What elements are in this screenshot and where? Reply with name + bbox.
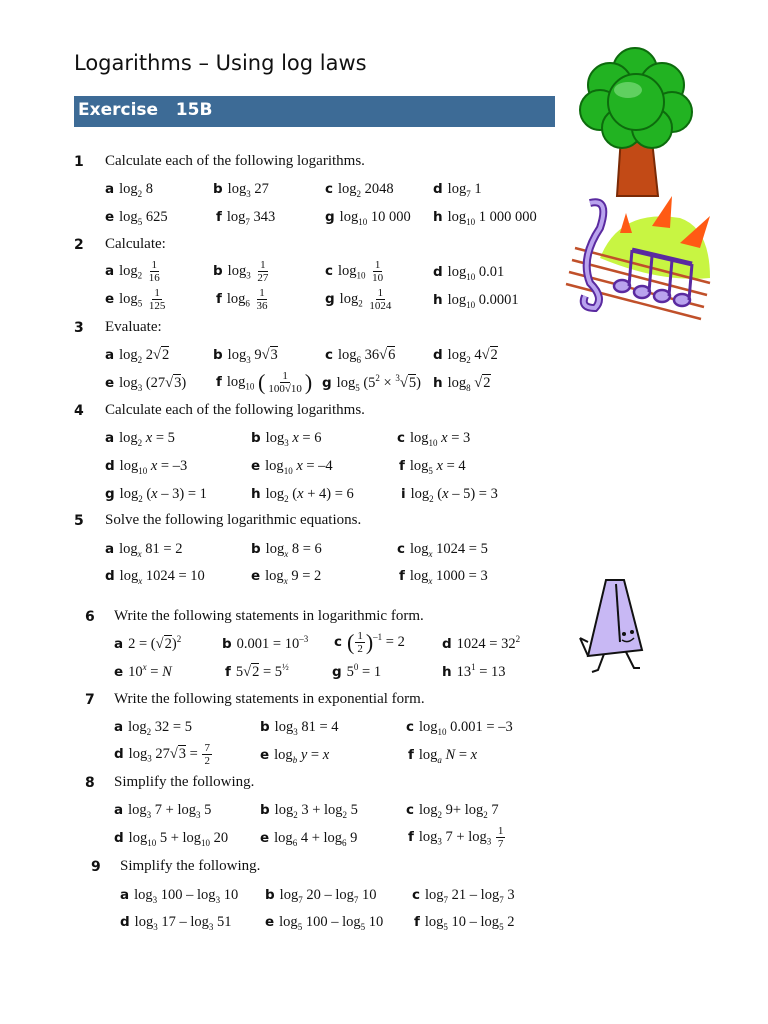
item-2d: d $\log_{10} 0.01$	[433, 264, 505, 282]
item-8f: f $\log_3 7 + \log_3$ $\frac{1}{7}$	[408, 825, 504, 850]
item-3g: g $\log_5 (5^2 \times ^3√5)$	[322, 373, 421, 393]
item-2f: f $\log_6$ $\frac{1}{36}$	[216, 287, 268, 312]
item-7b: b $\log_3 81 = 4$	[260, 719, 339, 737]
question-text: Simplify the following.	[114, 774, 255, 790]
item-1e: e $\log_5 625$	[105, 209, 168, 227]
item-9e: e $\log_5 100 - \log_5 10$	[265, 914, 384, 932]
item-2e: e $\log_5$ $\frac{1}{125}$	[105, 287, 166, 312]
item-1b: b $\log_3 27$	[213, 181, 269, 199]
item-6g: g $5^0 = 1$	[332, 662, 382, 680]
item-7a: a $\log_2 32 = 5$	[114, 719, 192, 737]
item-5e: e $\log_x 9 = 2$	[251, 568, 322, 586]
item-4b: b $\log_3 x = 6$	[251, 430, 322, 448]
item-8b: b $\log_2 3 + \log_2 5$	[260, 802, 358, 820]
item-1c: c $\log_2 2048$	[325, 181, 394, 199]
item-6c: c ( $\frac{1}{2}$ )$^{-1}$ = 2	[334, 629, 405, 655]
question-number: 4	[74, 403, 84, 419]
item-9f: f $\log_5 10 - \log_5 2$	[414, 914, 515, 932]
question-text: Calculate:	[105, 236, 166, 252]
item-2g: g $\log_2$ $\frac{1}{1024}$	[325, 287, 392, 312]
item-5a: a $\log_x 81 = 2$	[105, 541, 183, 559]
item-9d: d $\log_3 17 - \log_3 51$	[120, 914, 232, 932]
question-number: 9	[91, 859, 101, 875]
question-text: Evaluate:	[105, 319, 162, 335]
item-8d: d $\log_{10} 5 + \log_{10} 20$	[114, 830, 229, 848]
item-1a: a $\log_2 8$	[105, 181, 154, 199]
item-5f: f $\log_x 1000 = 3$	[399, 568, 488, 586]
item-1d: d $\log_7 1$	[433, 181, 482, 199]
item-4e: e $\log_{10} x = -4$	[251, 458, 333, 476]
item-7c: c $\log_{10} 0.001 = -3$	[406, 719, 513, 737]
question-number: 7	[85, 692, 95, 708]
item-4d: d $\log_{10} x = -3$	[105, 458, 188, 476]
question-text: Simplify the following.	[120, 858, 261, 874]
tree-icon	[570, 40, 700, 200]
item-2b: b $\log_3$ $\frac{1}{27}$	[213, 259, 269, 284]
item-7f: f $\log_a N = x$	[408, 747, 478, 765]
item-5d: d $\log_x 1024 = 10$	[105, 568, 205, 586]
item-8e: e $\log_6 4 + \log_6 9$	[260, 830, 358, 848]
item-2h: h $\log_{10} 0.0001$	[433, 292, 519, 310]
item-1h: h $\log_{10} 1$ 000 000	[433, 209, 537, 227]
item-7d: d $\log_3 27√3$ = $\frac{7}{2}$	[114, 742, 210, 767]
item-3e: e $\log_3 (27√3)$	[105, 375, 187, 393]
metronome-icon	[576, 572, 656, 682]
page-title: Logarithms – Using log laws	[74, 51, 367, 75]
item-9a: a $\log_3 100 - \log_3 10$	[120, 887, 239, 905]
item-2c: c $\log_{10}$ $\frac{1}{10}$	[325, 259, 384, 284]
item-9b: b $\log_7 20 - \log_7 10$	[265, 887, 377, 905]
item-3f: f $\log_{10}$ ( $\frac{1}{100√10}$ )	[216, 369, 313, 395]
item-7e: e $\log_b y = x$	[260, 747, 330, 765]
item-6e: e $10^x = N$	[114, 662, 172, 680]
question-text: Calculate each of the following logarithms.	[105, 153, 365, 169]
question-text: Write the following statements in exponential form.	[114, 691, 425, 707]
item-8c: c $\log_2 9+ \log_2 7$	[406, 802, 499, 820]
question-number: 5	[74, 513, 84, 529]
item-4g: g $\log_2 (x - 3) = 1$	[105, 486, 207, 504]
item-1g: g $\log_{10} 10$ 000	[325, 209, 411, 227]
item-6f: f $5√2 = 5^{\frac{1}{2}}$	[225, 662, 289, 680]
item-4i: i $\log_2 (x - 5) = 3$	[401, 486, 498, 504]
item-2a: a $\log_2$ $\frac{1}{16}$	[105, 259, 160, 284]
exercise-banner	[74, 96, 555, 127]
question-number: 3	[74, 320, 84, 336]
item-8a: a $\log_3 7 + \log_3 5$	[114, 802, 212, 820]
item-3c: c $\log_6 36√6$	[325, 347, 396, 365]
item-5b: b $\log_x 8 = 6$	[251, 541, 322, 559]
item-5c: c $\log_x 1024 = 5$	[397, 541, 488, 559]
item-3h: h $\log_8 √2$	[433, 375, 491, 393]
music-notes-icon	[560, 188, 720, 328]
item-6d: d $1024 = 32^2$	[442, 634, 521, 652]
item-4f: f $\log_5 x = 4$	[399, 458, 466, 476]
item-6b: b $0.001 = 10^{-3}$	[222, 634, 309, 652]
item-3b: b $\log_3 9√3$	[213, 347, 278, 365]
question-number: 8	[85, 775, 95, 791]
question-text: Solve the following logarithmic equations.	[105, 512, 362, 528]
exercise-heading: Exercise 15B	[78, 100, 213, 120]
question-number: 6	[85, 609, 95, 625]
question-number: 1	[74, 154, 84, 170]
item-9c: c $\log_7 21 - \log_7 3$	[412, 887, 515, 905]
question-number: 2	[74, 237, 84, 253]
item-6a: a $2 = (√2)^2$	[114, 634, 182, 652]
item-3a: a $\log_2 2√2$	[105, 347, 170, 365]
item-4c: c $\log_{10} x = 3$	[397, 430, 471, 448]
item-4h: h $\log_2 (x + 4) = 6$	[251, 486, 354, 504]
item-1f: f $\log_7 343$	[216, 209, 276, 227]
item-6h: h $13^1 = 13$	[442, 662, 506, 680]
question-text: Write the following statements in logarithmic form.	[114, 608, 424, 624]
item-3d: d $\log_2 4√2$	[433, 347, 498, 365]
item-4a: a $\log_2 x = 5$	[105, 430, 175, 448]
question-text: Calculate each of the following logarithms.	[105, 402, 365, 418]
